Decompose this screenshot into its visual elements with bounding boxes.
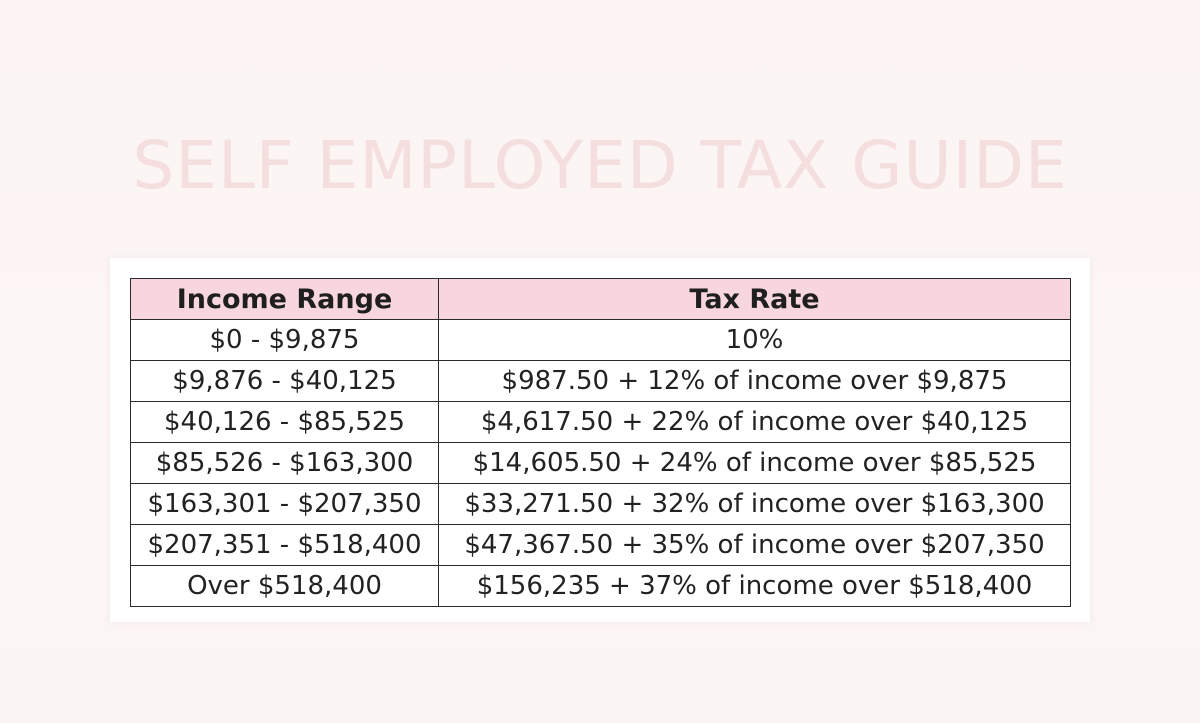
- table-row: [131, 320, 1071, 361]
- income-range-cell: Over $518,400: [131, 566, 439, 607]
- tax-bracket-table: [130, 278, 1071, 607]
- table-row: [131, 566, 1071, 607]
- income-range-cell: $0 - $9,875: [131, 320, 439, 361]
- table-row: [131, 361, 1071, 402]
- table-row: [131, 443, 1071, 484]
- tax-rate-cell: $156,235 + 37% of income over $518,400: [439, 566, 1071, 607]
- tax-rate-cell: $987.50 + 12% of income over $9,875: [439, 361, 1071, 402]
- table-header-row: [131, 279, 1071, 320]
- income-range-cell: $163,301 - $207,350: [131, 484, 439, 525]
- tax-rate-cell: 10%: [439, 320, 1071, 361]
- page-title: SELF EMPLOYED TAX GUIDE: [132, 127, 1068, 204]
- tax-rate-cell: $4,617.50 + 22% of income over $40,125: [439, 402, 1071, 443]
- tax-rate-cell: $14,605.50 + 24% of income over $85,525: [439, 443, 1071, 484]
- income-range-cell: $9,876 - $40,125: [131, 361, 439, 402]
- income-range-cell: $207,351 - $518,400: [131, 525, 439, 566]
- table-row: [131, 484, 1071, 525]
- table-row: [131, 402, 1071, 443]
- income-range-cell: $40,126 - $85,525: [131, 402, 439, 443]
- tax-rate-cell: $33,271.50 + 32% of income over $163,300: [439, 484, 1071, 525]
- column-header-tax-rate: Tax Rate: [439, 279, 1071, 320]
- tax-rate-cell: $47,367.50 + 35% of income over $207,350: [439, 525, 1071, 566]
- table-row: [131, 525, 1071, 566]
- column-header-income-range: Income Range: [131, 279, 439, 320]
- income-range-cell: $85,526 - $163,300: [131, 443, 439, 484]
